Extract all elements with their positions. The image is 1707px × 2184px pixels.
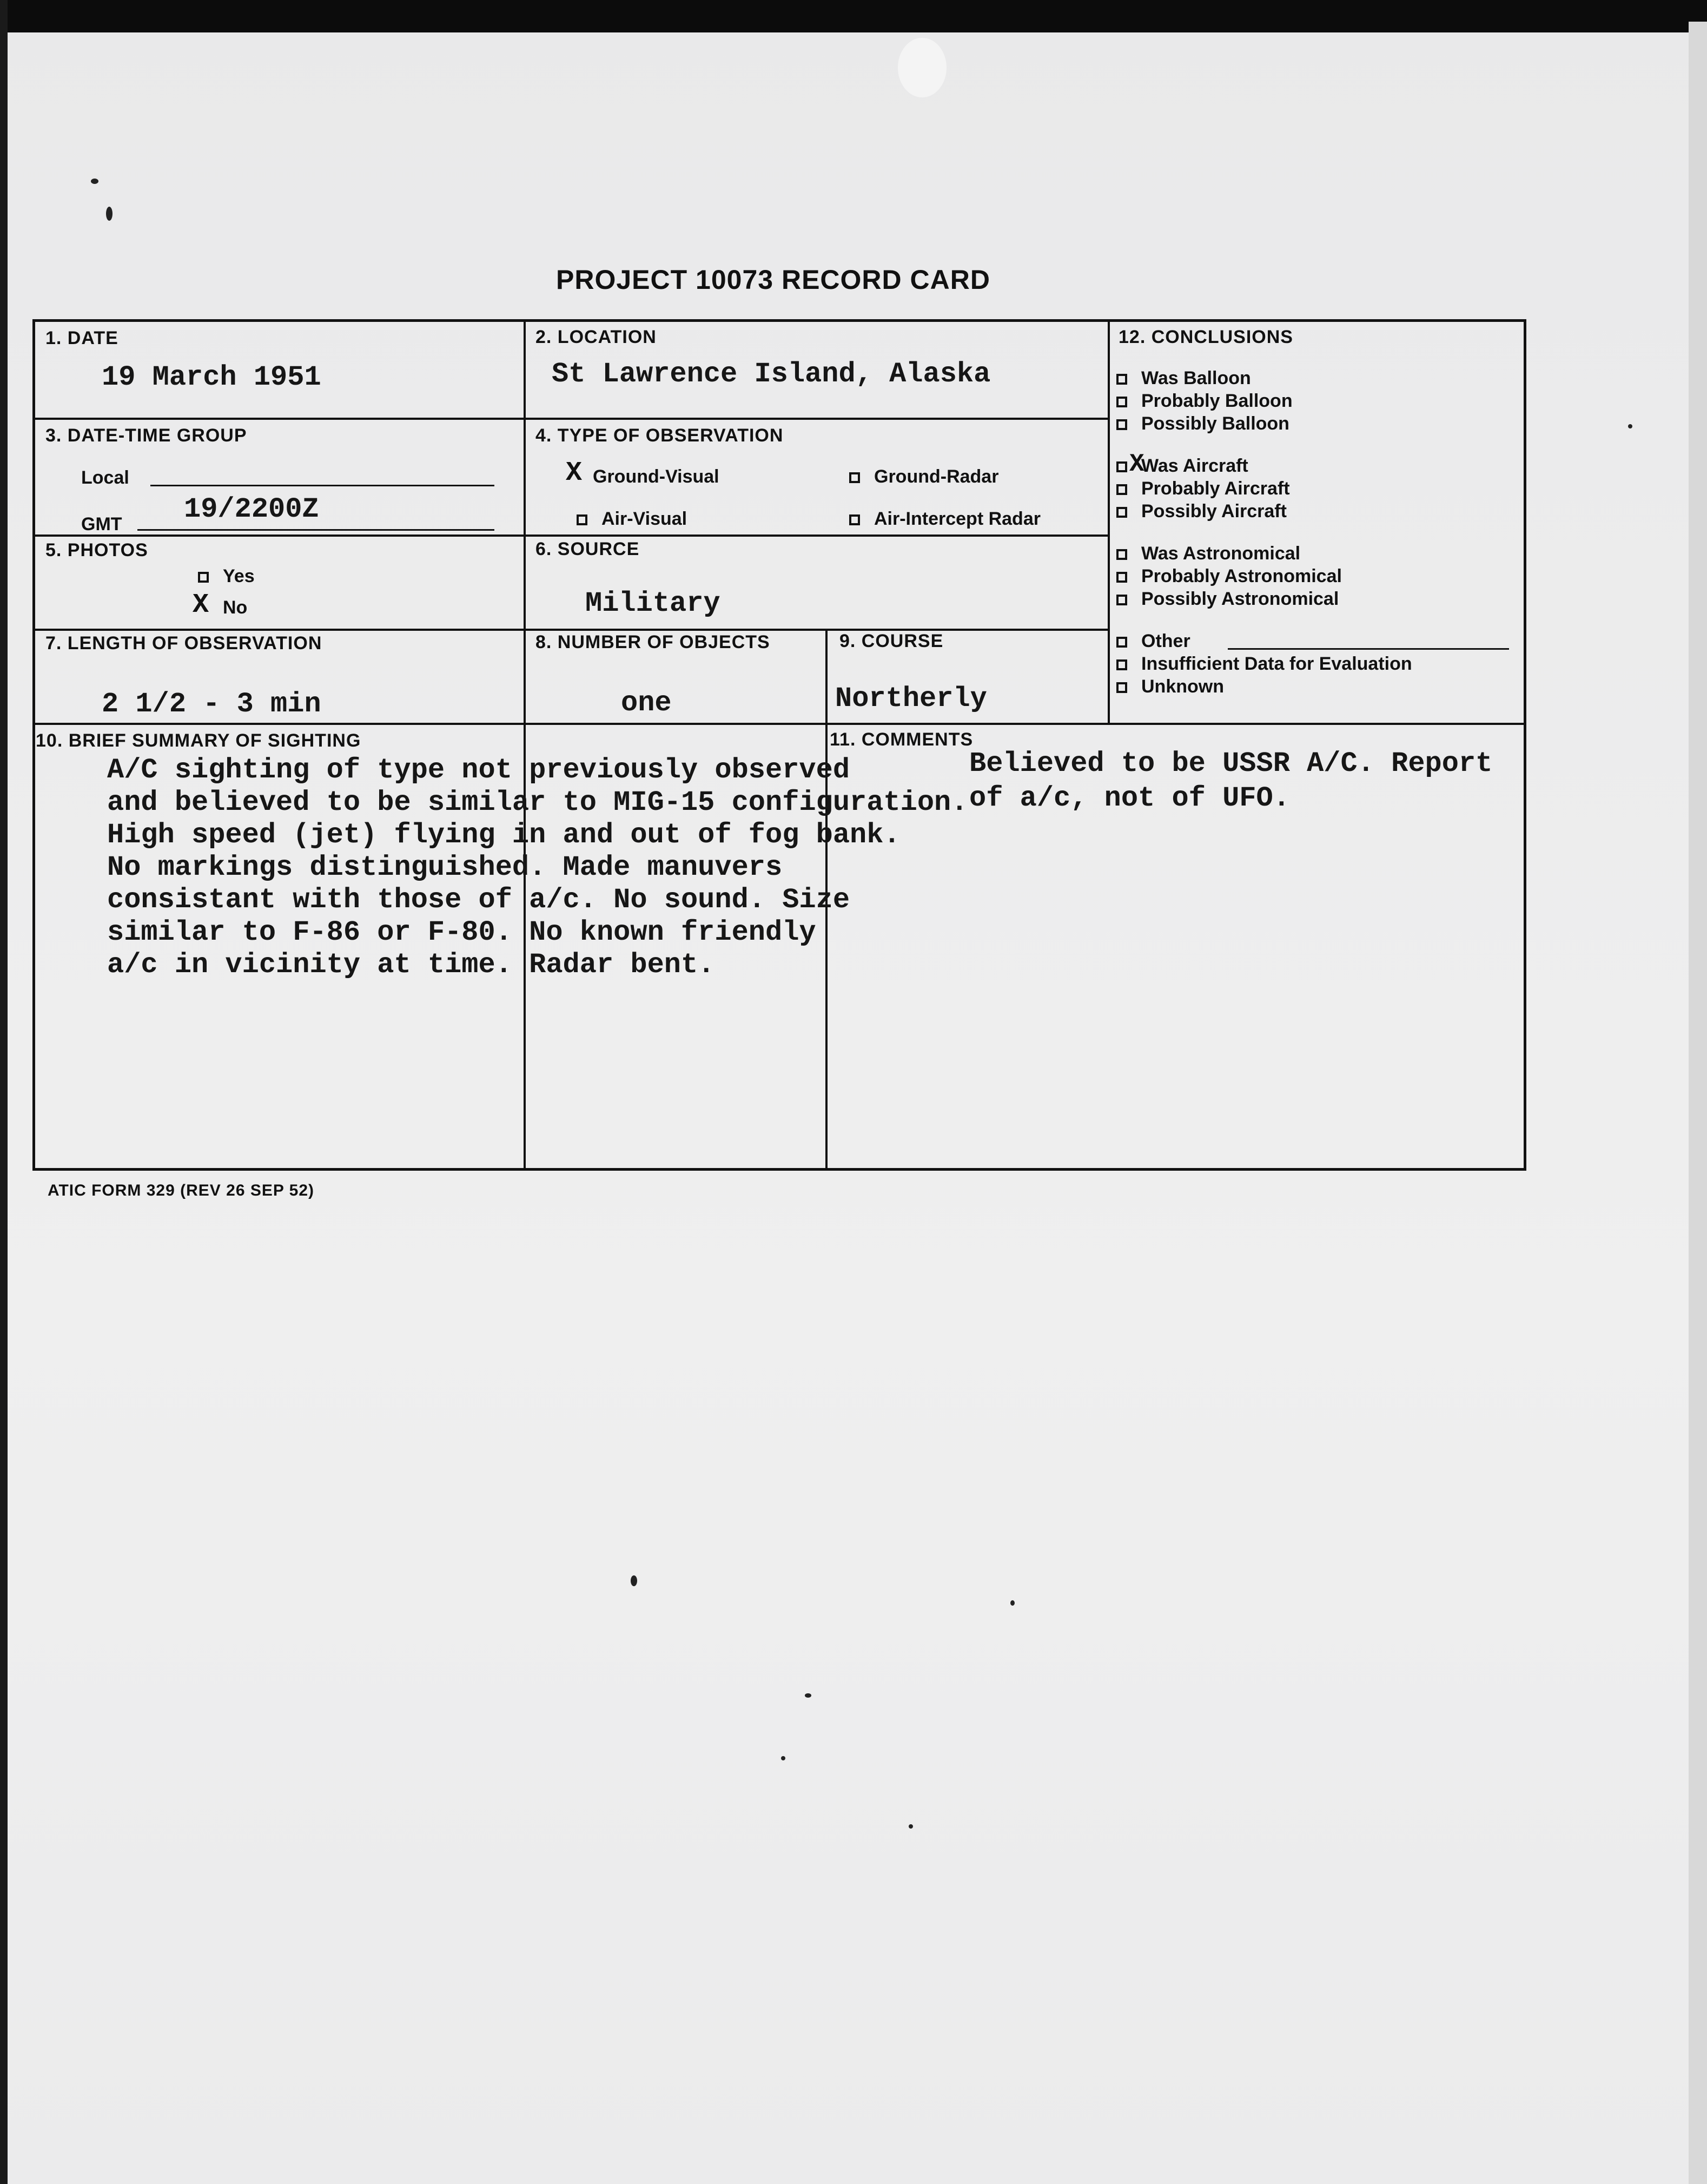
scan-left-edge — [0, 0, 8, 2184]
summary-line: similar to F-86 or F-80. No known friendly — [107, 916, 816, 948]
obs-type-label: 4. TYPE OF OBSERVATION — [535, 425, 784, 446]
dtg-local-line — [150, 485, 494, 486]
summary-line: a/c in vicinity at time. Radar bent. — [107, 949, 715, 981]
dtg-gmt-line — [137, 529, 494, 531]
scan-top-edge — [0, 0, 1707, 32]
summary-line: No markings distinguished. Made manuvers — [107, 852, 783, 883]
source-label: 6. SOURCE — [535, 539, 640, 559]
scan-speck — [805, 1693, 811, 1698]
divider-col1 — [524, 320, 526, 1171]
obs-ground-radar: Ground-Radar — [849, 466, 998, 487]
conclusion-item: Insufficient Data for Evaluation — [1116, 654, 1412, 675]
location-value: St Lawrence Island, Alaska — [552, 358, 991, 390]
photos-yes: Yes — [198, 566, 255, 587]
obs-ground-visual-check: X — [566, 458, 583, 489]
photos-label: 5. PHOTOS — [45, 540, 148, 560]
conclusion-item: Probably Astronomical — [1116, 566, 1342, 587]
number-label: 8. NUMBER OF OBJECTS — [535, 632, 770, 652]
summary-line: High speed (jet) flying in and out of fog bank. — [107, 819, 901, 851]
summary-line: consistant with those of a/c. No sound. Size — [107, 884, 850, 916]
photos-no-check: X — [193, 590, 209, 621]
length-label: 7. LENGTH OF OBSERVATION — [45, 633, 322, 654]
divider-row1 — [34, 418, 1109, 420]
scan-speck — [781, 1756, 785, 1760]
comments-label: 11. COMMENTS — [830, 729, 974, 750]
dtg-label: 3. DATE-TIME GROUP — [45, 425, 247, 446]
divider-row3 — [34, 629, 1109, 631]
divider-row4 — [34, 723, 1526, 725]
conclusion-item: Possibly Astronomical — [1116, 589, 1339, 610]
scan-speck — [91, 179, 98, 184]
scan-speck — [909, 1824, 913, 1829]
conclusion-item: Was Aircraft — [1116, 456, 1248, 477]
obs-air-intercept-radar: Air-Intercept Radar — [849, 509, 1041, 530]
course-label: 9. COURSE — [839, 631, 944, 651]
dtg-gmt-value: 19/2200Z — [184, 493, 319, 525]
date-value: 19 March 1951 — [102, 361, 321, 393]
course-value: Northerly — [835, 683, 987, 715]
conclusion-item: Possibly Balloon — [1116, 413, 1289, 434]
source-value: Military — [585, 588, 720, 619]
conclusion-item: Unknown — [1116, 676, 1224, 697]
length-value: 2 1/2 - 3 min — [102, 688, 321, 720]
dtg-local-label: Local — [81, 467, 129, 488]
location-label: 2. LOCATION — [535, 327, 657, 347]
conclusion-item: Probably Balloon — [1116, 391, 1293, 412]
number-value: one — [621, 687, 672, 719]
card-title: PROJECT 10073 RECORD CARD — [556, 265, 990, 295]
scan-speck — [631, 1575, 637, 1586]
summary-line: and believed to be similar to MIG-15 configuration. — [107, 787, 968, 819]
scan-speck — [106, 207, 113, 221]
conclusion-item: Possibly Aircraft — [1116, 501, 1287, 522]
conclusions-label: 12. CONCLUSIONS — [1119, 327, 1293, 347]
obs-air-visual: Air-Visual — [577, 509, 687, 530]
conclusion-item: Was Astronomical — [1116, 543, 1300, 564]
scan-right-edge — [1689, 22, 1707, 2184]
divider-col3 — [1108, 320, 1110, 724]
form-footer: ATIC FORM 329 (REV 26 SEP 52) — [48, 1182, 315, 1199]
conclusion-other-line — [1228, 648, 1509, 650]
conclusion-item: Other — [1116, 631, 1190, 652]
conclusion-item: Was Balloon — [1116, 368, 1251, 389]
obs-ground-visual: Ground-Visual — [593, 466, 719, 487]
summary-line: A/C sighting of type not previously observed — [107, 754, 850, 786]
conclusion-aircraft-check: X — [1129, 450, 1144, 478]
comments-line: of a/c, not of UFO. — [969, 782, 1290, 814]
summary-label: 10. BRIEF SUMMARY OF SIGHTING — [36, 730, 361, 751]
conclusion-item: Probably Aircraft — [1116, 478, 1290, 499]
scan-speck — [1628, 424, 1632, 428]
comments-line: Believed to be USSR A/C. Report — [969, 748, 1493, 780]
scan-speck — [898, 38, 947, 97]
scan-speck — [1010, 1600, 1015, 1606]
dtg-gmt-label: GMT — [81, 514, 122, 535]
date-label: 1. DATE — [45, 328, 118, 348]
photos-no: No — [223, 597, 248, 618]
divider-row2 — [34, 535, 1109, 537]
